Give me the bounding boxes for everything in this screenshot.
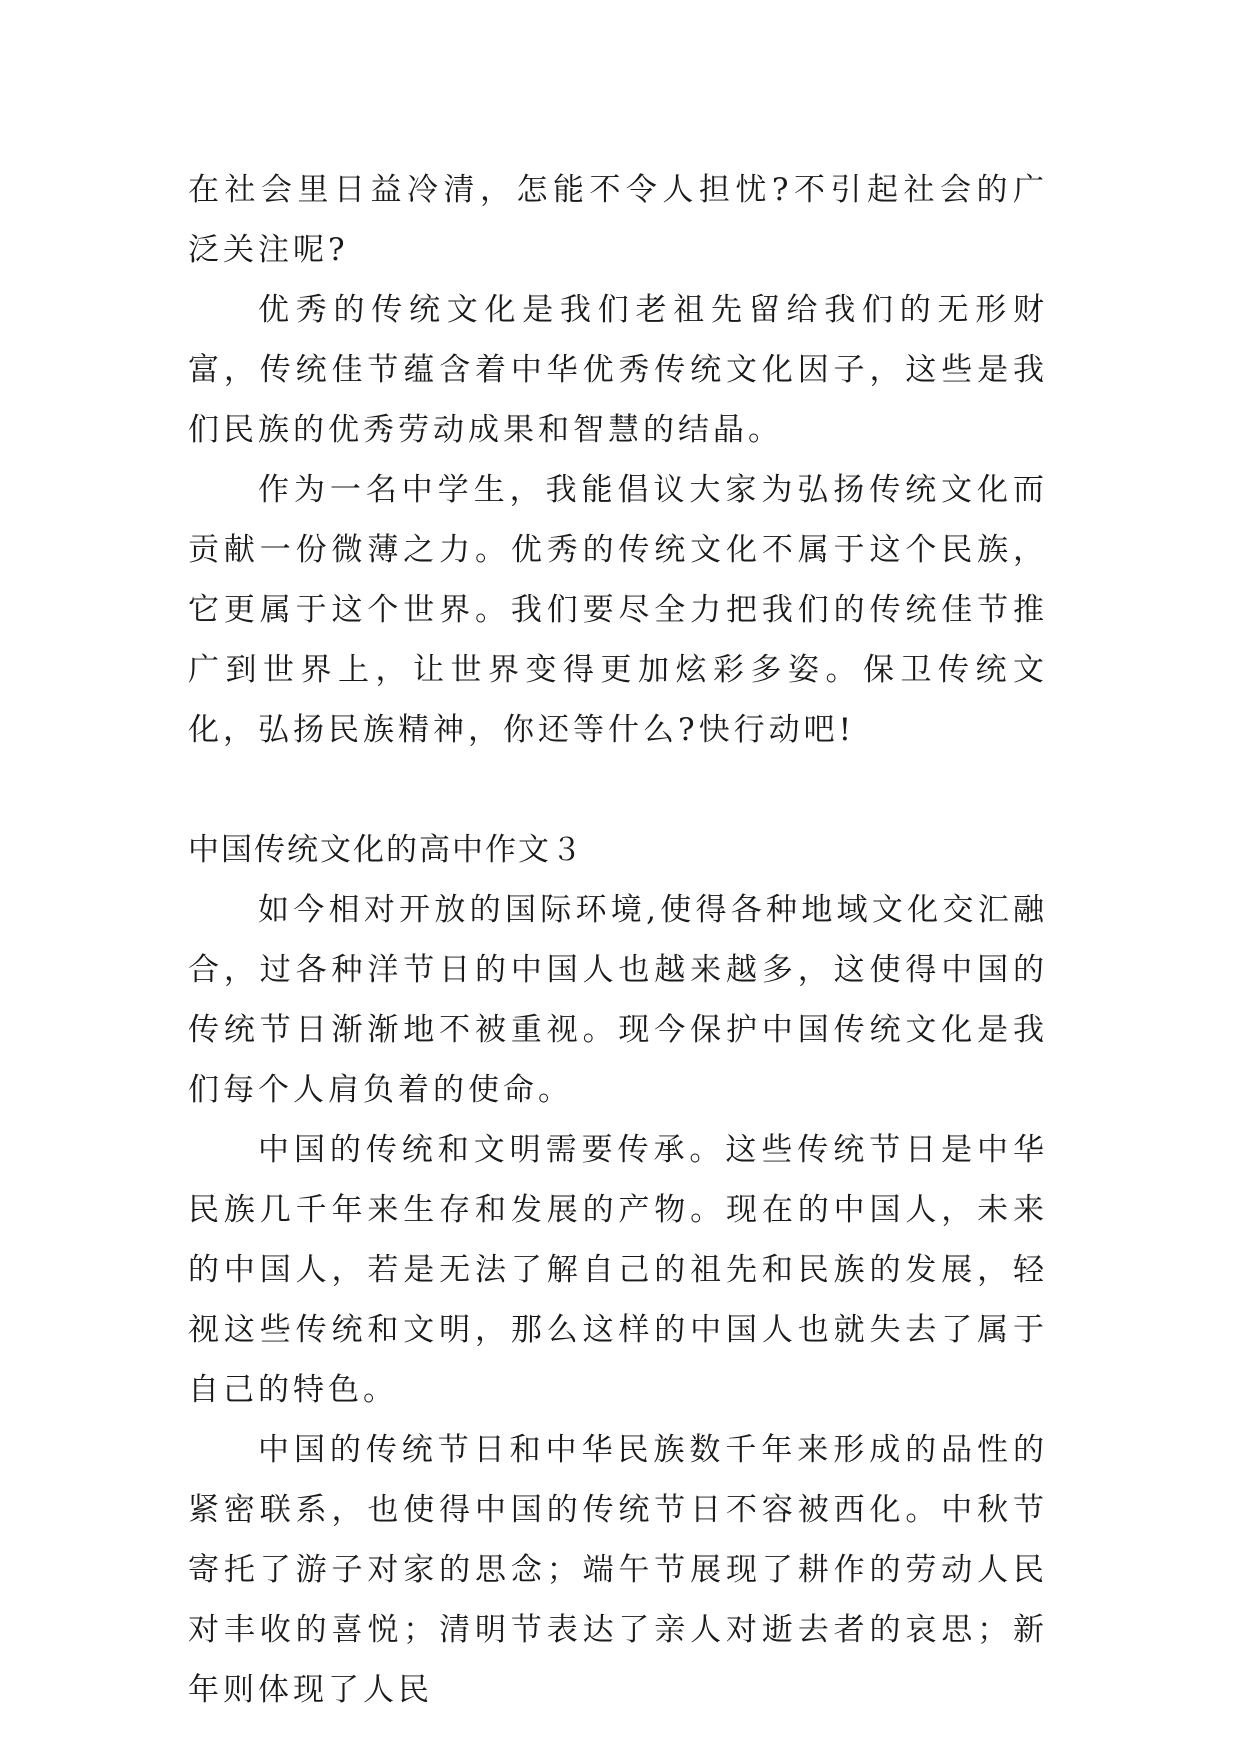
paragraph-open-environment: 如今相对开放的国际环境,使得各种地域文化交汇融合，过各种洋节日的中国人也越来越多，这使得中国的传统节日渐渐地不被重视。现今保护中国传统文化是我们每个人肩负着的使命。	[188, 892, 1048, 1108]
continuation-paragraph: 在社会里日益冷清，怎能不令人担忧?不引起社会的广泛关注呢?	[188, 172, 1048, 268]
document-body	[188, 160, 1048, 1720]
section-gap	[188, 760, 1048, 820]
paragraph-heritage: 优秀的传统文化是我们老祖先留给我们的无形财富，传统佳节蕴含着中华优秀传统文化因子，这些是我们民族的优秀劳动成果和智慧的结晶。	[188, 292, 1048, 448]
section-title: 中国传统文化的高中作文３	[188, 832, 584, 868]
paragraph-inheritance: 中国的传统和文明需要传承。这些传统节日是中华民族几千年来生存和发展的产物。现在的中国人，未来的中国人，若是无法了解自己的祖先和民族的发展，轻视这些传统和文明，那么这样的中国人也就失去了属于自己的特色。	[188, 1132, 1048, 1408]
paragraph-student-call: 作为一名中学生，我能倡议大家为弘扬传统文化而贡献一份微薄之力。优秀的传统文化不属于这个民族，它更属于这个世界。我们要尽全力把我们的传统佳节推广到世界上，让世界变得更加炫彩多姿。保卫传统文化，弘扬民族精神，你还等什么?快行动吧!	[188, 472, 1048, 748]
paragraph-festivals: 中国的传统节日和中华民族数千年来形成的品性的紧密联系，也使得中国的传统节日不容被西化。中秋节寄托了游子对家的思念；端午节展现了耕作的劳动人民对丰收的喜悦；清明节表达了亲人对逝去者的哀思；新年则体现了人民	[188, 1432, 1048, 1708]
